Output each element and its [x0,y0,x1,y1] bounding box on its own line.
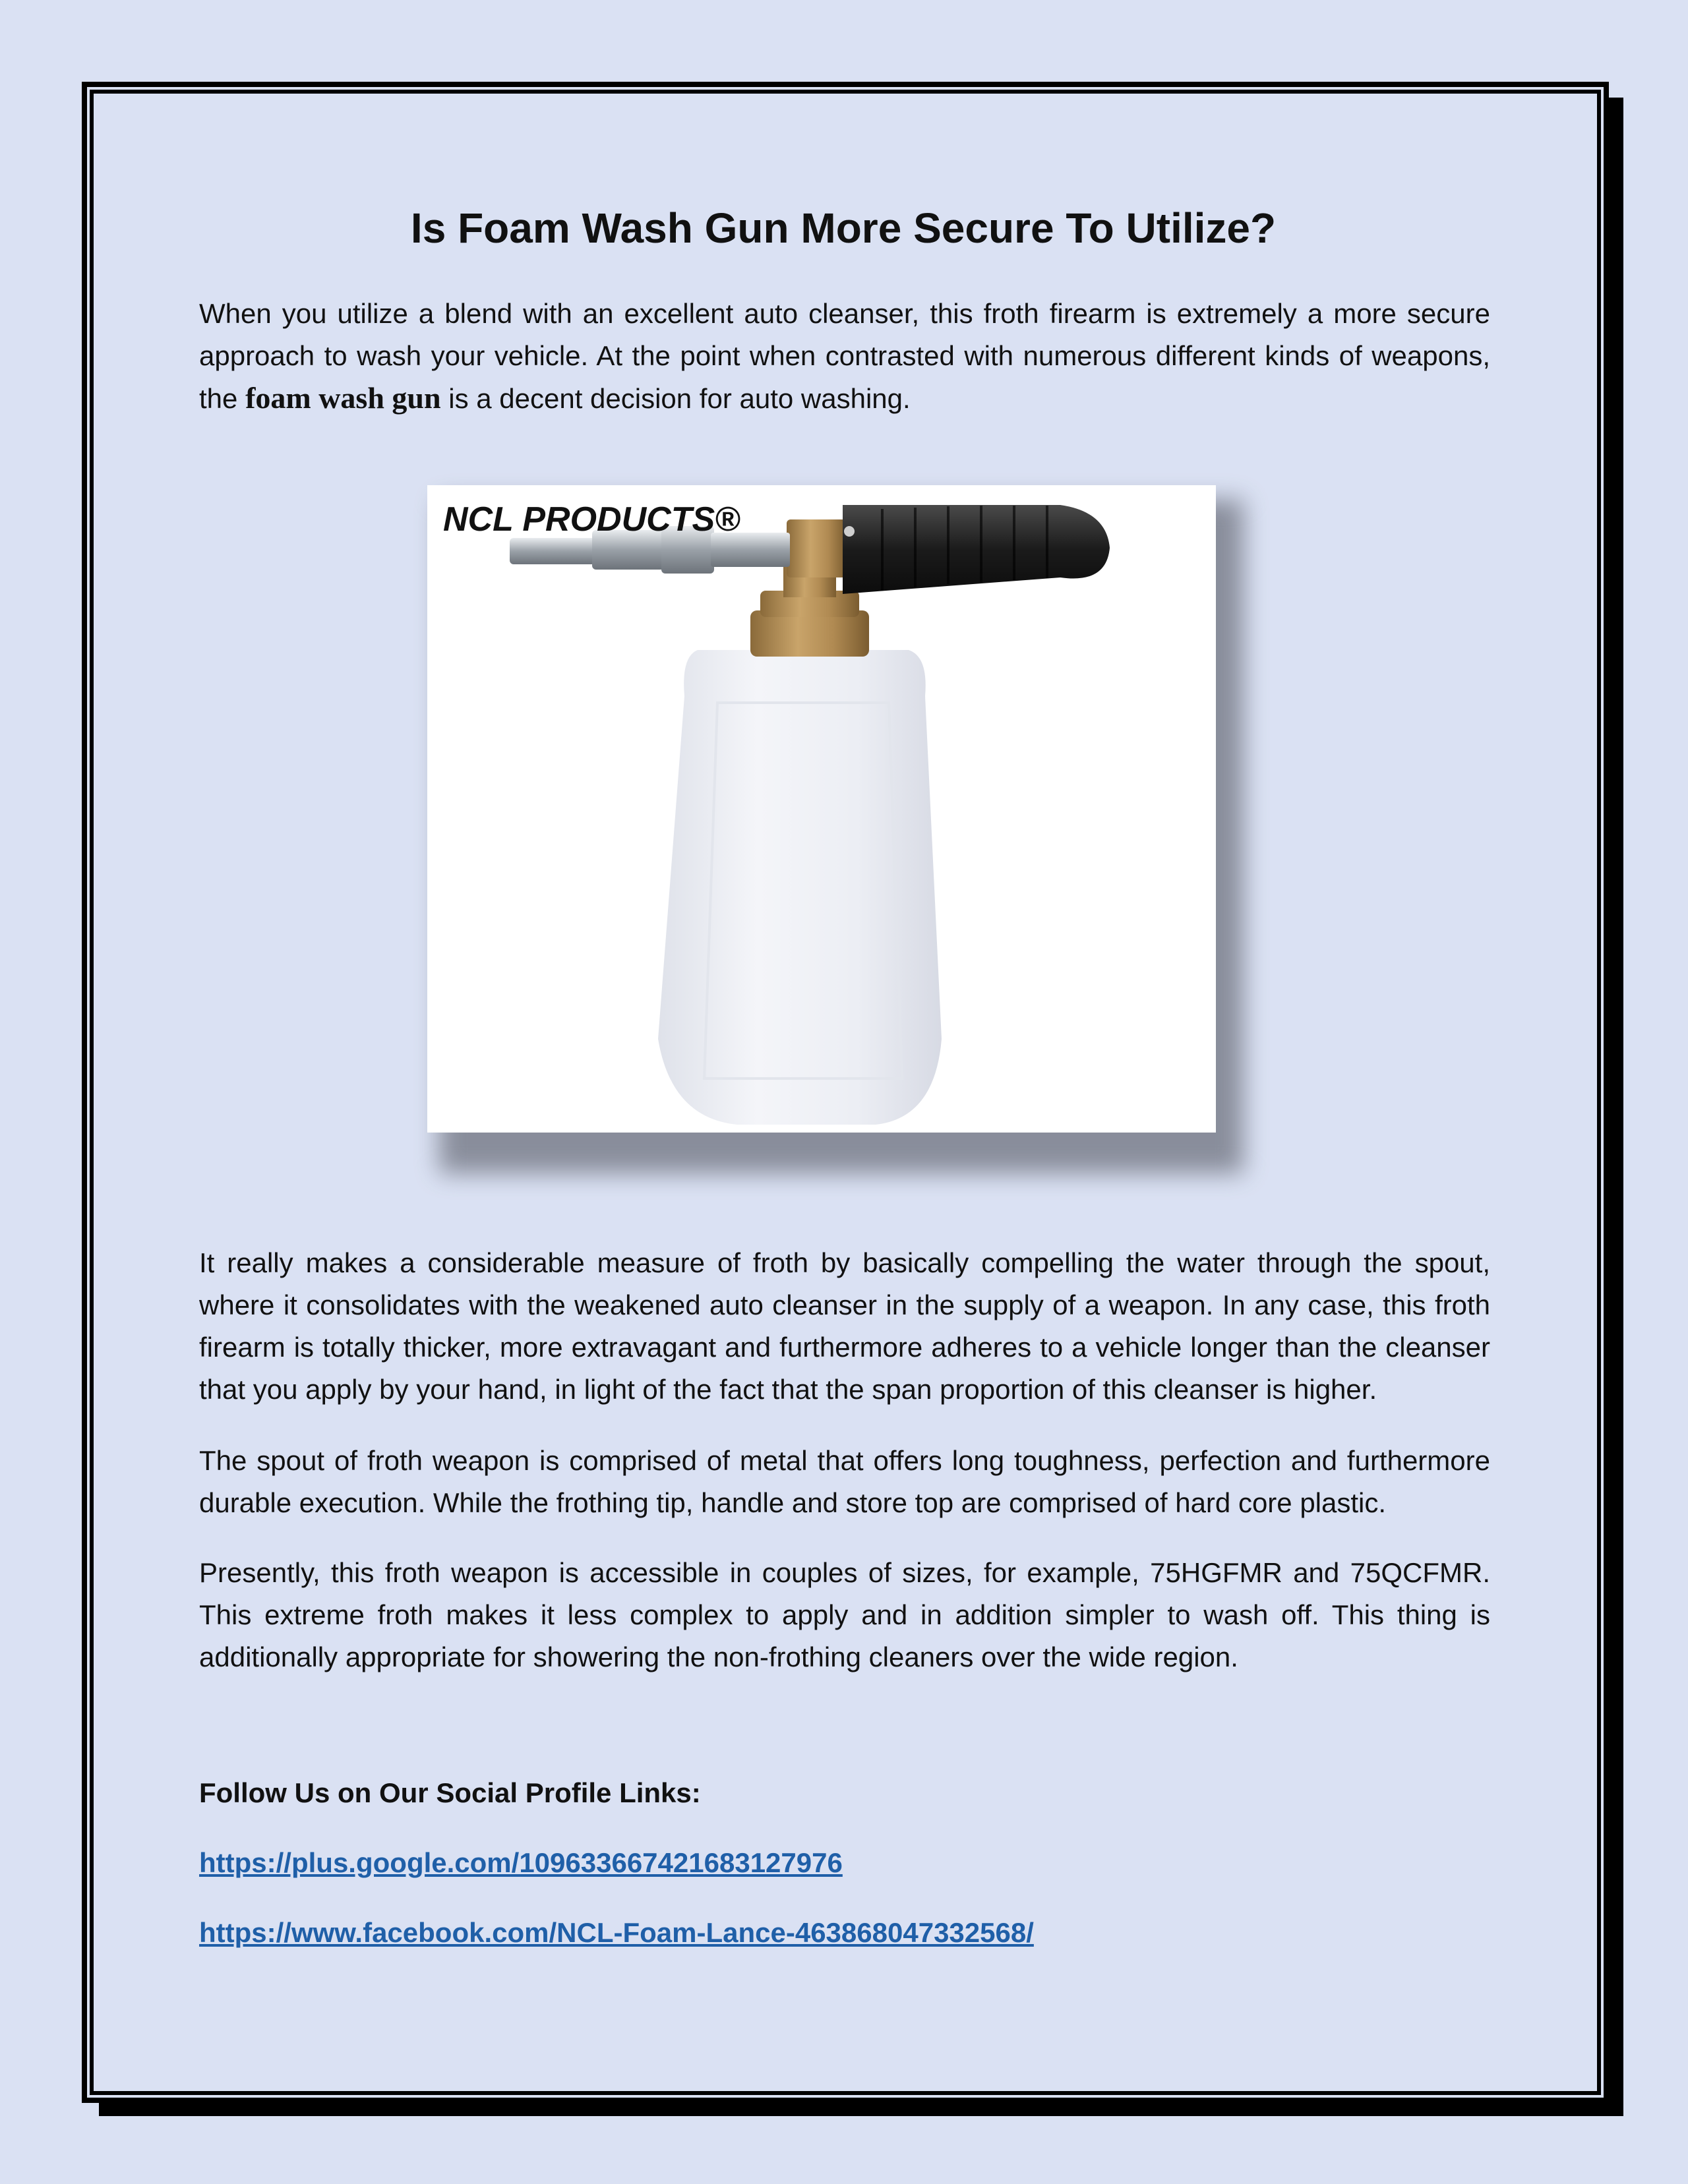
brand-watermark: NCL PRODUCTS® [443,500,740,539]
body-paragraph-2: The spout of froth weapon is comprised of metal that offers long toughness, perfection and furthermore durable execution. While the frothing tip, handle and store top are comprised of hard core plastic. [199,1445,1490,1518]
page-title: Is Foam Wash Gun More Secure To Utilize? [410,204,1277,252]
foam-gun-illustration [427,485,1216,1133]
body-paragraph-1: It really makes a considerable measure of froth by basically compelling the water through the spout, where it consolidates with the weakened auto cleanser in the supply of a weapon. In any case, this froth firearm is totally thicker, more extravagant and furthermore adheres to a vehicle longer than the cleanser that you apply by your hand, in light of the fact that the span proportion of this cleanser is higher. [199,1247,1490,1405]
intro-highlight: foam wash gun [245,381,441,415]
facebook-link[interactable]: https://www.facebook.com/NCL-Foam-Lance-463868047332568/ [199,1917,1034,1948]
social-heading: Follow Us on Our Social Profile Links: [199,1777,701,1808]
intro-text-before: When you utilize a blend with an excellent auto cleanser, this froth firearm is extremely a more secure approach to wash your vehicle. At the point when contrasted with numerous different kinds of weapons, the [199,298,1490,414]
intro-text-after: is a decent decision for auto washing. [440,383,911,414]
product-image [427,485,1216,1133]
intro-paragraph [199,293,1490,420]
google-plus-link[interactable]: https://plus.google.com/109633667421683127976 [199,1847,843,1878]
body-paragraph-3: Presently, this froth weapon is accessible in couples of sizes, for example, 75HGFMR and 75QCFMR. This extreme froth makes it less complex to apply and in addition simpler to wash off. This thing is additionally appropriate for showering the non-frothing cleaners over the wide region. [199,1557,1490,1672]
